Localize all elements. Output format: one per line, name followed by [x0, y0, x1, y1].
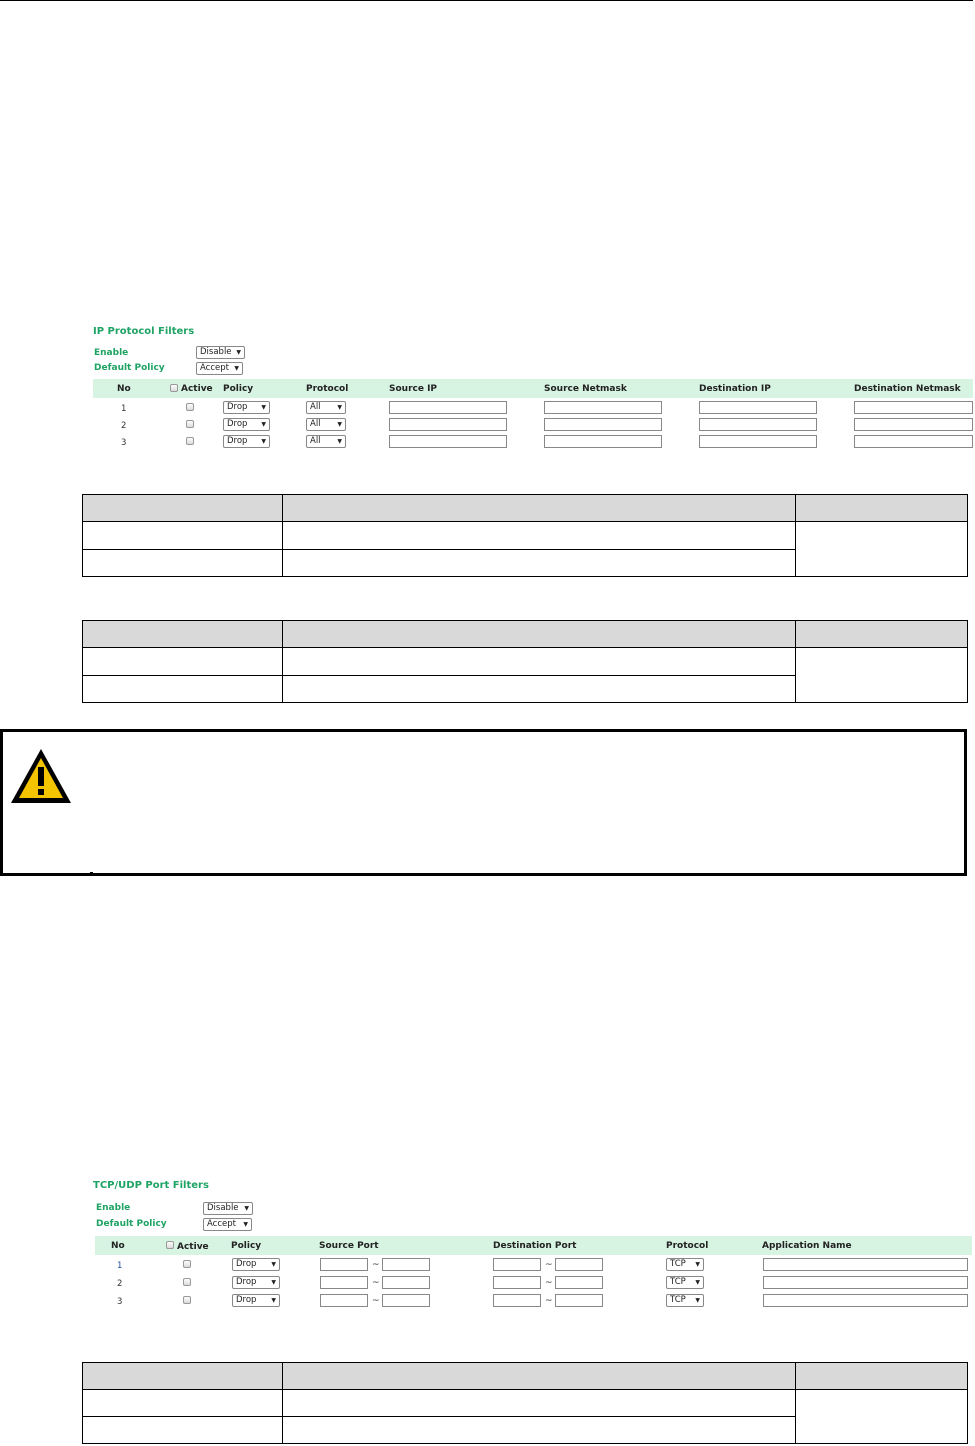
- default-policy-select-value: Accept: [200, 363, 229, 373]
- destination-ip-input[interactable]: [699, 435, 817, 448]
- destination-port-start-input[interactable]: [493, 1294, 541, 1307]
- protocol-select[interactable]: [666, 1294, 704, 1307]
- policy-select[interactable]: [223, 401, 270, 414]
- dropdown-arrow-icon: ▼: [695, 1297, 700, 1304]
- panel-title: TCP/UDP Port Filters: [93, 1180, 209, 1191]
- dropdown-arrow-icon: ▼: [234, 365, 239, 372]
- column-header-source-ip: Source IP: [389, 384, 438, 394]
- enable-label: Enable: [94, 348, 129, 358]
- enable-select-value: Disable: [207, 1203, 239, 1213]
- protocol-select[interactable]: [306, 401, 346, 414]
- dropdown-arrow-icon: ▼: [337, 438, 342, 445]
- column-header-active: Active: [177, 1242, 209, 1252]
- policy-select-value: Drop: [227, 436, 248, 446]
- policy-select[interactable]: [232, 1294, 280, 1307]
- column-header-source-netmask: Source Netmask: [544, 384, 627, 394]
- enable-select[interactable]: [203, 1202, 253, 1215]
- dropdown-arrow-icon: ▼: [261, 421, 266, 428]
- column-header-protocol: Protocol: [666, 1241, 709, 1251]
- enable-label: Enable: [96, 1203, 131, 1213]
- policy-select[interactable]: [232, 1276, 280, 1289]
- protocol-select[interactable]: [666, 1276, 704, 1289]
- range-separator: ~: [545, 1278, 553, 1288]
- table-header-row: [83, 1363, 968, 1390]
- column-header-application-name: Application Name: [762, 1241, 852, 1251]
- row-number: 2: [121, 421, 127, 431]
- table-row: [83, 1390, 968, 1417]
- source-ip-input[interactable]: [389, 435, 507, 448]
- select-all-checkbox[interactable]: [170, 384, 178, 392]
- policy-select-value: Drop: [227, 419, 248, 429]
- protocol-select[interactable]: [306, 435, 346, 448]
- destination-netmask-input[interactable]: [854, 418, 973, 431]
- destination-port-start-input[interactable]: [493, 1276, 541, 1289]
- destination-port-end-input[interactable]: [555, 1294, 603, 1307]
- destination-port-end-input[interactable]: [555, 1258, 603, 1271]
- application-name-input[interactable]: [763, 1258, 968, 1271]
- default-policy-select-value: Accept: [207, 1219, 236, 1229]
- protocol-select-value: All: [310, 419, 321, 429]
- table-header-row: [83, 495, 968, 522]
- settings-table-1: [82, 494, 968, 577]
- dropdown-arrow-icon: ▼: [271, 1261, 276, 1268]
- row-number: 1: [121, 404, 127, 414]
- source-port-start-input[interactable]: [320, 1294, 368, 1307]
- column-header-active: Active: [181, 384, 213, 394]
- protocol-select-value: TCP: [670, 1259, 686, 1269]
- source-port-start-input[interactable]: [320, 1276, 368, 1289]
- protocol-select[interactable]: [306, 418, 346, 431]
- enable-select-value: Disable: [200, 347, 232, 357]
- dropdown-arrow-icon: ▼: [244, 1205, 249, 1212]
- settings-table-3: [82, 1362, 968, 1444]
- default-policy-select[interactable]: [203, 1218, 252, 1231]
- panel-title: IP Protocol Filters: [93, 326, 195, 337]
- row-active-checkbox[interactable]: [183, 1296, 191, 1304]
- column-header-source-port: Source Port: [319, 1241, 379, 1251]
- protocol-select[interactable]: [666, 1258, 704, 1271]
- source-port-end-input[interactable]: [382, 1294, 430, 1307]
- select-all-checkbox[interactable]: [166, 1241, 174, 1249]
- row-number: 2: [117, 1279, 123, 1289]
- protocol-select-value: All: [310, 402, 321, 412]
- application-name-input[interactable]: [763, 1276, 968, 1289]
- page-top-rule: [0, 0, 973, 1]
- protocol-select-value: TCP: [670, 1277, 686, 1287]
- dropdown-arrow-icon: ▼: [261, 438, 266, 445]
- destination-port-start-input[interactable]: [493, 1258, 541, 1271]
- dropdown-arrow-icon: ▼: [271, 1279, 276, 1286]
- ip-protocol-filters-panel: [88, 322, 973, 457]
- range-separator: ~: [372, 1260, 380, 1270]
- source-netmask-input[interactable]: [544, 435, 662, 448]
- warning-triangle-icon: [8, 746, 74, 806]
- column-header-destination-netmask: Destination Netmask: [854, 384, 961, 394]
- column-header-policy: Policy: [231, 1241, 262, 1251]
- column-header-protocol: Protocol: [306, 384, 349, 394]
- policy-select-value: Drop: [236, 1295, 257, 1305]
- row-active-checkbox[interactable]: [186, 420, 194, 428]
- destination-ip-input[interactable]: [699, 401, 817, 414]
- destination-netmask-input[interactable]: [854, 435, 973, 448]
- policy-select[interactable]: [232, 1258, 280, 1271]
- dropdown-arrow-icon: ▼: [695, 1279, 700, 1286]
- dropdown-arrow-icon: ▼: [243, 1221, 248, 1228]
- column-header-destination-port: Destination Port: [493, 1241, 577, 1251]
- dropdown-arrow-icon: ▼: [337, 404, 342, 411]
- row-active-checkbox[interactable]: [183, 1278, 191, 1286]
- source-netmask-input[interactable]: [544, 401, 662, 414]
- destination-netmask-input[interactable]: [854, 401, 973, 414]
- dropdown-arrow-icon: ▼: [337, 421, 342, 428]
- dropdown-arrow-icon: ▼: [695, 1261, 700, 1268]
- row-number: 3: [117, 1297, 123, 1307]
- application-name-input[interactable]: [763, 1294, 968, 1307]
- range-separator: ~: [545, 1260, 553, 1270]
- tcp-udp-port-filters-panel: [88, 1176, 973, 1316]
- row-number: 1: [117, 1261, 123, 1271]
- dropdown-arrow-icon: ▼: [261, 404, 266, 411]
- source-port-end-input[interactable]: [382, 1258, 430, 1271]
- column-header-destination-ip: Destination IP: [699, 384, 771, 394]
- row-active-checkbox[interactable]: [186, 437, 194, 445]
- column-header-policy: Policy: [223, 384, 254, 394]
- divider-mark: [90, 872, 93, 874]
- row-number: 3: [121, 438, 127, 448]
- column-header-no: No: [111, 1241, 125, 1251]
- default-policy-label: Default Policy: [94, 363, 165, 373]
- settings-table-2: [82, 620, 968, 703]
- source-ip-input[interactable]: [389, 418, 507, 431]
- range-separator: ~: [545, 1296, 553, 1306]
- policy-select-value: Drop: [227, 402, 248, 412]
- policy-select[interactable]: [223, 418, 270, 431]
- table-header-row: [83, 621, 968, 648]
- policy-select[interactable]: [223, 435, 270, 448]
- range-separator: ~: [372, 1278, 380, 1288]
- source-ip-input[interactable]: [389, 401, 507, 414]
- default-policy-label: Default Policy: [96, 1219, 167, 1229]
- protocol-select-value: All: [310, 436, 321, 446]
- policy-select-value: Drop: [236, 1259, 257, 1269]
- table-row: [83, 648, 968, 676]
- source-netmask-input[interactable]: [544, 418, 662, 431]
- enable-select[interactable]: [196, 346, 245, 359]
- destination-ip-input[interactable]: [699, 418, 817, 431]
- policy-select-value: Drop: [236, 1277, 257, 1287]
- default-policy-select[interactable]: [196, 362, 243, 375]
- row-active-checkbox[interactable]: [183, 1260, 191, 1268]
- source-port-end-input[interactable]: [382, 1276, 430, 1289]
- table-row: [83, 522, 968, 550]
- dropdown-arrow-icon: ▼: [236, 349, 241, 356]
- attention-box: [0, 729, 967, 876]
- protocol-select-value: TCP: [670, 1295, 686, 1305]
- row-active-checkbox[interactable]: [186, 403, 194, 411]
- dropdown-arrow-icon: ▼: [271, 1297, 276, 1304]
- column-header-no: No: [117, 384, 131, 394]
- source-port-start-input[interactable]: [320, 1258, 368, 1271]
- range-separator: ~: [372, 1296, 380, 1306]
- destination-port-end-input[interactable]: [555, 1276, 603, 1289]
